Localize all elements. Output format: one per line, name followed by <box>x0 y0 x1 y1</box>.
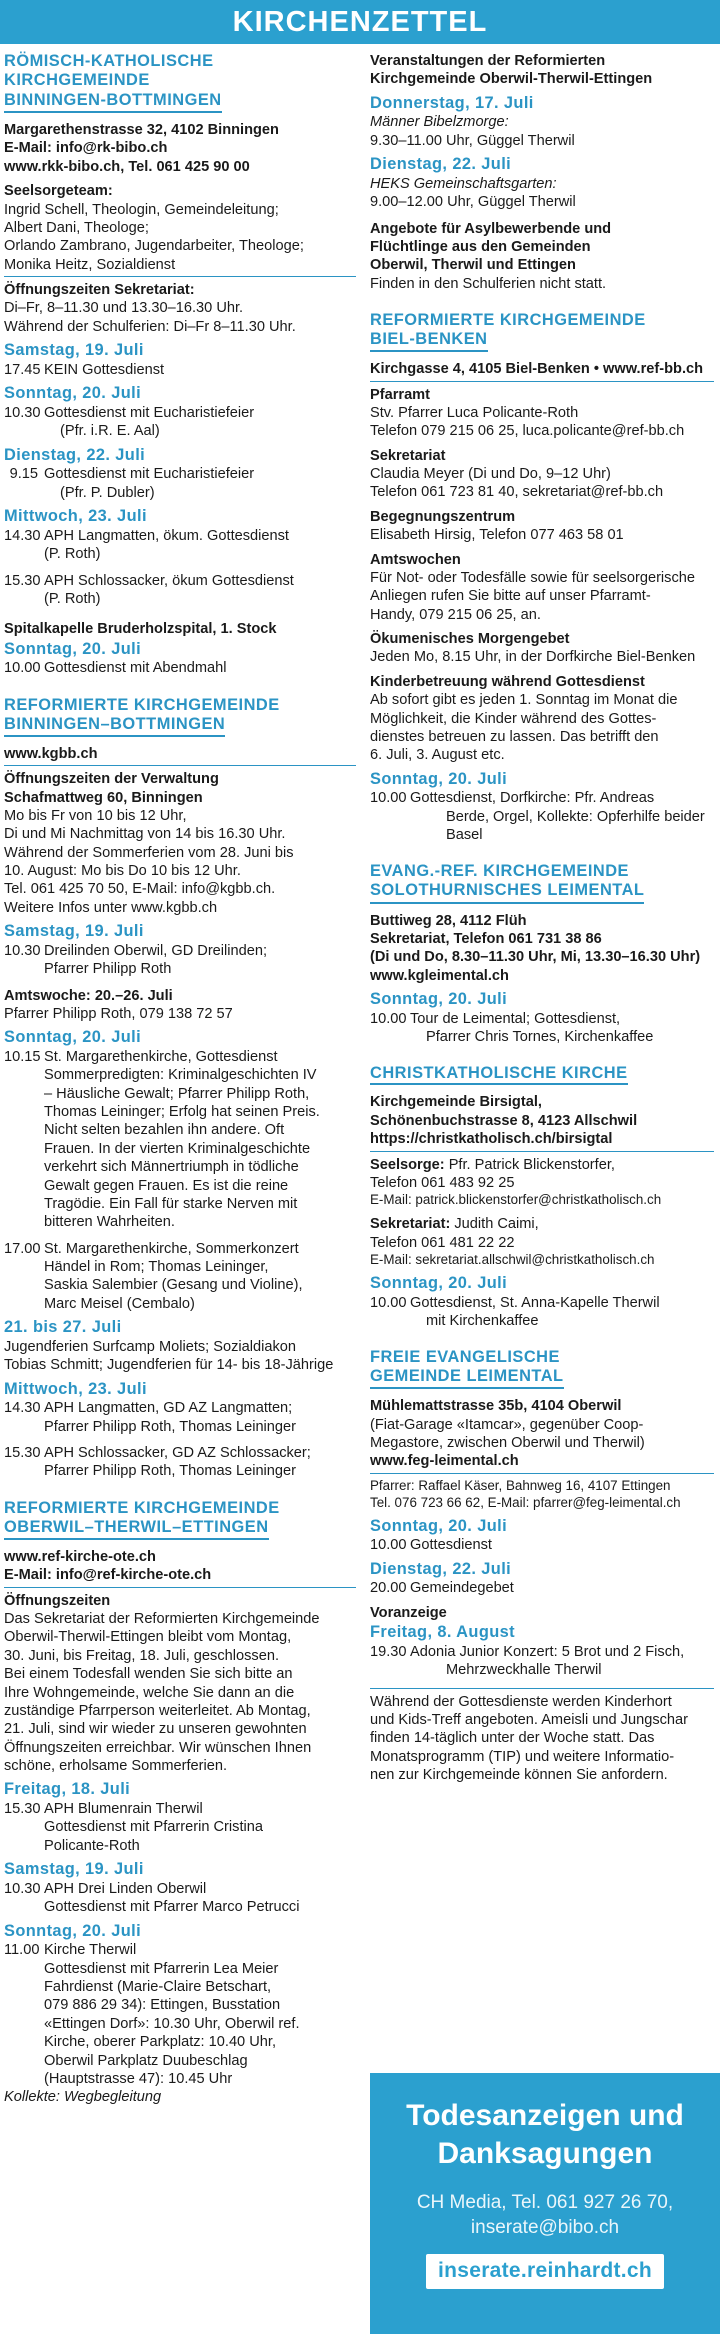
event-text: 9.30–11.00 Uhr, Güggel Therwil <box>370 132 575 149</box>
subheading: Amtswochen <box>370 551 461 568</box>
text-line: Marc Meisel (Cembalo) <box>44 1295 195 1312</box>
event-text: Jugendferien Surfcamp Moliets; Sozialdiakon <box>4 1338 297 1355</box>
web: www.ref-kirche-ote.ch <box>4 1548 156 1565</box>
text-line: Oberwil-Therwil-Ettingen bleibt vom Montag, <box>4 1629 292 1646</box>
ref-bb-section <box>4 696 356 1481</box>
day-heading: Sonntag, 20. Juli <box>370 1516 508 1535</box>
event-time: 10.00 <box>370 1294 407 1311</box>
address-note: (Fiat-Garage «Itamcar», gegenüber Coop- <box>370 1416 644 1433</box>
text-line: Jeden Mo, 8.15 Uhr, in der Dorfkirche Biel-Benken <box>370 649 696 666</box>
text-line: dienstes betreuen zu lassen. Das betrifft den <box>370 728 659 745</box>
text-line: (Hauptstrasse 47): 10.45 Uhr <box>44 2070 233 2087</box>
rk-section <box>4 52 356 678</box>
email: E-Mail: info@ref-kirche-ote.ch <box>4 1566 356 1587</box>
event-time: 10.00 <box>370 790 407 807</box>
heading-line: REFORMIERTE KIRCHGEMEINDE <box>370 311 646 330</box>
event <box>370 1579 714 1597</box>
event-text: Pfarrer Philipp Roth, Thomas Leininger <box>44 1463 297 1480</box>
chk-section <box>370 1064 714 1330</box>
events-section <box>370 52 714 293</box>
events-heading: Veranstaltungen der Reformierten <box>370 53 606 69</box>
event-text: APH Schlossacker, GD AZ Schlossacker; <box>44 1445 311 1462</box>
asylum-note: Finden in den Schulferien nicht statt. <box>370 275 607 292</box>
subheading: Seelsorge: <box>370 1156 445 1173</box>
text-line: Ab sofort gibt es jeden 1. Sonntag im Monat die <box>370 692 678 709</box>
event-text: APH Schlossacker, ökum Gottesdienst <box>44 572 294 589</box>
day-heading: Sonntag, 20. Juli <box>370 769 508 788</box>
heading-line: GEMEINDE LEIMENTAL <box>370 1367 564 1389</box>
address: Schönenbuchstrasse 8, 4123 Allschwil <box>370 1112 638 1129</box>
day-heading: Samstag, 19. Juli <box>4 922 144 941</box>
address-note: Megastore, zwischen Oberwil und Therwil) <box>370 1435 645 1452</box>
text-line: St. Margarethenkirche, Sommerkonzert <box>44 1240 299 1257</box>
event <box>4 1941 356 2088</box>
contact-line: Elisabeth Hirsig, Telefon 077 463 58 01 <box>370 527 624 544</box>
event-text: Gemeindegebet <box>410 1580 514 1597</box>
event-text: APH Langmatten, ökum. Gottesdienst <box>44 527 289 544</box>
text-line: Das Sekretariat der Reformierten Kirchgemeinde <box>4 1611 320 1628</box>
day-heading: Freitag, 18. Juli <box>4 1780 131 1799</box>
event-time: 10.00 <box>370 1537 407 1554</box>
address: Margarethenstrasse 32, 4102 Binningen <box>4 122 279 139</box>
email: E-Mail: info@rk-bibo.ch <box>4 140 168 157</box>
day-heading: Dienstag, 22. Juli <box>370 155 512 174</box>
event <box>4 1800 356 1855</box>
ref-biel-heading <box>370 311 714 352</box>
day-heading: 21. bis 27. Juli <box>4 1318 122 1337</box>
text-line: Handy, 079 215 06 25, an. <box>370 606 541 623</box>
event-text: (P. Roth) <box>44 546 101 563</box>
text-line: 6. Juli, 3. August etc. <box>370 747 505 764</box>
text-line: Tragödie. Ein Fall für starke Nerven mit <box>44 1195 298 1212</box>
event-text: Berde, Orgel, Kollekte: Opferhilfe beider <box>446 808 705 825</box>
text-line: Monatsprogramm (TIP) und weitere Informatio- <box>370 1748 675 1765</box>
event-time: 20.00 <box>370 1580 407 1597</box>
event-text: (Pfr. i.R. E. Aal) <box>60 423 160 440</box>
event-text <box>44 1048 356 1232</box>
event-time: 15.30 <box>4 1445 41 1462</box>
text-line: «Ettingen Dorf»: 10.30 Uhr, Oberwil ref. <box>44 2015 300 2032</box>
event-text: Pfarrer Chris Tornes, Kirchenkaffee <box>426 1029 654 1046</box>
text-line: St. Margarethenkirche, Gottesdienst <box>44 1048 278 1065</box>
text-line: Während der Gottesdienste werden Kinderhort <box>370 1693 672 1710</box>
event-time: 10.15 <box>4 1048 41 1065</box>
advert-box <box>370 2073 720 2334</box>
event-text: Gottesdienst mit Pfarrer Marco Petrucci <box>44 1899 300 1916</box>
heading-line: EVANG.-REF. KIRCHGEMEINDE <box>370 862 629 881</box>
event-text: (Pfr. P. Dubler) <box>60 484 155 501</box>
web: www.kgleimental.ch <box>370 967 509 984</box>
event <box>4 1880 356 1917</box>
advert-email[interactable]: inserate@bibo.ch <box>470 2216 620 2238</box>
event-time: 17.45 <box>4 361 41 378</box>
event-time: 14.30 <box>4 1400 41 1417</box>
text-line: Öffnungszeiten erreichbar. Wir wünschen Ihnen <box>4 1739 312 1756</box>
text-line: Möglichkeit, die Kinder während des Gottes- <box>370 710 657 727</box>
heading-line: SOLOTHURNISCHES LEIMENTAL <box>370 881 644 903</box>
day-heading: Dienstag, 22. Juli <box>370 1559 512 1578</box>
text-line: Kirche Therwil <box>44 1942 137 1959</box>
event-text: Gottesdienst, St. Anna-Kapelle Therwil <box>410 1294 660 1311</box>
text-line: Saskia Salembier (Gesang und Violine), <box>44 1277 303 1294</box>
day-heading: Samstag, 19. Juli <box>4 341 144 360</box>
team-heading: Seelsorgeteam: <box>4 183 113 200</box>
office-line: Mo bis Fr von 10 bis 12 Uhr, <box>4 807 187 824</box>
text-line: finden 14-täglich unter der Woche statt. Das <box>370 1730 655 1747</box>
text-line: – Häusliche Gewalt; Pfarrer Philipp Roth, <box>44 1085 310 1102</box>
advert-contact: CH Media, Tel. 061 927 26 70, <box>416 2191 674 2213</box>
event-time: 10.00 <box>370 1010 407 1027</box>
office-line: Di und Mi Nachmittag von 14 bis 16.30 Uhr. <box>4 826 286 843</box>
event-text: Basel <box>446 827 483 844</box>
text-line: Fahrdienst (Marie-Claire Betschart, <box>44 1979 272 1996</box>
event <box>4 1444 356 1481</box>
heading-line: BINNINGEN-BOTTMINGEN <box>4 91 222 113</box>
day-heading: Mittwoch, 23. Juli <box>4 1379 147 1398</box>
event-title: Männer Bibelzmorge: <box>370 114 509 131</box>
day-heading: Sonntag, 20. Juli <box>4 384 142 403</box>
event-text: Gottesdienst mit Eucharistiefeier <box>44 404 255 421</box>
event-text: Gottesdienst mit Eucharistiefeier <box>44 466 255 483</box>
contact-line: Pfr. Patrick Blickenstorfer, <box>448 1156 615 1173</box>
phone: Sekretariat, Telefon 061 731 38 86 <box>370 930 602 947</box>
office-line: Während der Schulferien: Di–Fr 8–11.30 Uhr. <box>4 318 296 335</box>
event-text: Policante-Roth <box>44 1837 140 1854</box>
event-text: Tour de Leimental; Gottesdienst, <box>410 1010 621 1027</box>
event-text: APH Blumenrain Therwil <box>44 1801 203 1818</box>
event-text: Mehrzweckhalle Therwil <box>446 1662 602 1679</box>
address: Mühlemattstrasse 35b, 4104 Oberwil <box>370 1398 622 1415</box>
heading-line: OBERWIL–THERWIL–ETTINGEN <box>4 1518 269 1540</box>
chk-heading <box>370 1064 714 1085</box>
events-heading: Kirchgemeinde Oberwil-Therwil-Ettingen <box>370 71 653 88</box>
text-line: Gottesdienst mit Pfarrerin Lea Meier <box>44 1960 279 1977</box>
text-line: Anliegen rufen Sie bitte auf unser Pfarramt- <box>370 588 651 605</box>
ref-bb-heading <box>4 696 356 737</box>
sol-heading <box>370 862 714 903</box>
subheading: Kinderbetreuung während Gottesdienst <box>370 673 645 690</box>
event <box>4 659 356 677</box>
heading-line: CHRISTKATHOLISCHE KIRCHE <box>370 1064 628 1085</box>
text-line: Händel in Rom; Thomas Leininger, <box>44 1259 269 1276</box>
team-line: Albert Dani, Theologe; <box>4 219 149 236</box>
address: Buttiweg 28, 4112 Flüh <box>370 912 527 929</box>
rk-heading <box>4 52 356 113</box>
contact-line: E-Mail: patrick.blickenstorfer@christkatholisch.ch <box>370 1192 662 1208</box>
hospital-chapel: Spitalkapelle Bruderholzspital, 1. Stock <box>4 621 277 638</box>
asylum-heading: Oberwil, Therwil und Ettingen <box>370 257 576 274</box>
pastor-line: Tel. 076 723 66 62, E-Mail: pfarrer@feg-leimental.ch <box>370 1494 681 1510</box>
banner-title: KIRCHENZETTEL <box>0 0 720 44</box>
office-text <box>4 1610 356 1775</box>
office-line: Di–Fr, 8–11.30 und 13.30–16.30 Uhr. <box>4 300 244 317</box>
event-text: Adonia Junior Konzert: 5 Brot und 2 Fisch, <box>410 1643 685 1660</box>
pastor-line: Pfarrer: Raffael Käser, Bahnweg 16, 4107 Ettingen <box>370 1477 671 1493</box>
text-line: Nicht selten bezahlen ihn andere. Oft <box>44 1122 285 1139</box>
text-line: zuständige Pfarrperson weiterleitet. Ab Montag, <box>4 1702 311 1719</box>
text-line: Thomas Leininger; Erfolg hat seinen Preis. <box>44 1104 320 1121</box>
asylum-heading: Flüchtlinge aus den Gemeinden <box>370 238 591 255</box>
contact-line: Stv. Pfarrer Luca Policante-Roth <box>370 404 579 421</box>
contact-line: Judith Caimi, <box>454 1216 539 1233</box>
event <box>4 1240 356 1314</box>
asylum-heading: Angebote für Asylbewerbende und <box>370 220 612 237</box>
event-text: Tobias Schmitt; Jugendferien für 14- bis 18-Jährige <box>4 1357 334 1374</box>
text-line: schöne, erholsame Sommerferien. <box>4 1758 228 1775</box>
text-line: Sommerpredigten: Kriminalgeschichten IV <box>44 1067 317 1084</box>
heading-line: REFORMIERTE KIRCHGEMEINDE <box>4 1498 280 1517</box>
text-line: Für Not- oder Todesfälle sowie für seelsorgerische <box>370 569 695 586</box>
contact-line: Claudia Meyer (Di und Do, 9–12 Uhr) <box>370 466 611 483</box>
web: www.feg-leimental.ch <box>370 1452 714 1473</box>
event-time: 11.00 <box>4 1942 40 1959</box>
event-text: Dreilinden Oberwil, GD Dreilinden; <box>44 942 268 959</box>
office-line: Weitere Infos unter www.kgbb.ch <box>4 899 218 916</box>
office-line: Während der Sommerferien vom 28. Juni bis <box>4 844 294 861</box>
office-heading: Öffnungszeiten Sekretariat: <box>4 282 195 299</box>
web: www.kgbb.ch <box>4 745 356 766</box>
event-text: Pfarrer Philipp Roth, Thomas Leininger <box>44 1418 297 1435</box>
event <box>370 1536 714 1554</box>
heading-line: RÖMISCH-KATHOLISCHE <box>4 52 214 70</box>
collection-note: Kollekte: Wegbegleitung <box>4 2089 162 2106</box>
contact-line: Telefon 061 481 22 22 <box>370 1234 515 1251</box>
heading-line: FREIE EVANGELISCHE <box>370 1348 560 1367</box>
day-heading: Sonntag, 20. Juli <box>4 639 142 658</box>
address: Kirchgasse 4, 4105 Biel-Benken • www.ref-bb.ch <box>370 360 714 381</box>
event <box>4 942 356 979</box>
advert-heading: Todesanzeigen und <box>406 2099 684 2132</box>
event <box>4 465 356 502</box>
text-line: Kirche, oberer Parkplatz: 10.40 Uhr, <box>44 2034 276 2051</box>
heading-line: KIRCHGEMEINDE <box>4 71 150 90</box>
contact-line: Telefon 079 215 06 25, luca.policante@ref-bb.ch <box>370 423 685 440</box>
event <box>4 1399 356 1436</box>
event <box>370 1010 714 1047</box>
duty-week: Amtswoche: 20.–26. Juli <box>4 987 173 1004</box>
day-heading: Sonntag, 20. Juli <box>4 1028 142 1047</box>
event-text: mit Kirchenkaffee <box>426 1312 539 1329</box>
pastor <box>370 1156 714 1174</box>
office-hours: (Di und Do, 8.30–11.30 Uhr, Mi, 13.30–16.30 Uhr) <box>370 949 701 966</box>
text-line: verkehrt sich Männertriumph in tödliche <box>44 1159 299 1176</box>
feg-notes <box>370 1688 714 1785</box>
text-line: 079 886 29 34): Ettingen, Busstation <box>44 1997 281 2014</box>
event-text: Gottesdienst <box>410 1537 492 1554</box>
event-text: 9.00–12.00 Uhr, Güggel Therwil <box>370 194 576 211</box>
subheading: Begegnungszentrum <box>370 508 516 525</box>
feg-heading <box>370 1348 714 1389</box>
event-text <box>44 1240 356 1314</box>
heading-line: REFORMIERTE KIRCHGEMEINDE <box>4 695 280 714</box>
event-text: Gottesdienst mit Pfarrerin Cristina <box>44 1819 263 1836</box>
day-heading: Sonntag, 20. Juli <box>4 1921 142 1940</box>
event <box>370 1294 714 1331</box>
event-time: 10.00 <box>4 660 41 677</box>
text-line: Gewalt gegen Frauen. Es ist die reine <box>44 1177 289 1194</box>
event-time: 10.30 <box>4 1880 41 1897</box>
event-text: (P. Roth) <box>44 590 101 607</box>
event-time: 10.30 <box>4 404 41 421</box>
event-text: Gottesdienst, Dorfkirche: Pfr. Andreas <box>410 790 655 807</box>
heading-line: BIEL-BENKEN <box>370 330 488 352</box>
text-line: 30. Juni, bis Freitag, 18. Juli, geschlossen. <box>4 1647 279 1664</box>
event-time: 10.30 <box>4 942 41 959</box>
office-heading: Öffnungszeiten <box>4 1592 111 1609</box>
office-heading: Öffnungszeiten der Verwaltung <box>4 771 219 788</box>
subheading: Sekretariat: <box>370 1216 451 1233</box>
advert-url-link[interactable]: inserate.reinhardt.ch <box>426 2254 664 2289</box>
text-line: nen zur Kirchgemeinde können Sie anfordern. <box>370 1767 668 1784</box>
team-line: Monika Heitz, Sozialdienst <box>4 256 356 277</box>
text-line: Frauen. In der vierten Kriminalgeschichte <box>44 1140 311 1157</box>
event-text <box>44 1941 356 2088</box>
event-text: Gottesdienst mit Abendmahl <box>44 660 227 677</box>
event-time: 9.15 <box>9 466 38 483</box>
team-line: Orlando Zambrano, Jugendarbeiter, Theologe; <box>4 238 304 255</box>
subheading: Ökumenisches Morgengebet <box>370 631 570 648</box>
advert-heading: Danksagungen <box>437 2137 653 2171</box>
day-heading: Freitag, 8. August <box>370 1623 516 1642</box>
web: https://christkatholisch.ch/birsigtal <box>370 1130 714 1151</box>
preview-heading: Voranzeige <box>370 1604 447 1621</box>
subheading: Pfarramt <box>370 386 431 403</box>
day-heading: Sonntag, 20. Juli <box>370 990 508 1009</box>
secretary <box>370 1215 714 1233</box>
event <box>370 1643 714 1680</box>
office-line: 10. August: Mo bis Do 10 bis 12 Uhr. <box>4 863 241 880</box>
web-phone: www.rkk-bibo.ch, Tel. 061 425 90 00 <box>4 158 250 175</box>
team-line: Ingrid Schell, Theologin, Gemeindeleitung; <box>4 201 279 218</box>
left-column <box>4 52 356 2107</box>
event-time: 15.30 <box>4 1801 41 1818</box>
subheading: Sekretariat <box>370 447 446 464</box>
event-title: HEKS Gemeinschaftsgarten: <box>370 175 557 192</box>
text-line: und Kids-Treff angeboten. Ameisli und Jungschar <box>370 1711 689 1728</box>
text-line: bitteren Wahrheiten. <box>44 1214 175 1231</box>
ref-ote-section <box>4 1499 356 2107</box>
ref-biel-section <box>370 311 714 844</box>
contact-line: E-Mail: sekretariat.allschwil@christkatholisch.ch <box>370 1251 655 1267</box>
day-heading: Sonntag, 20. Juli <box>370 1273 508 1292</box>
day-heading: Donnerstag, 17. Juli <box>370 93 534 112</box>
event-text: KEIN Gottesdienst <box>44 361 165 378</box>
event <box>4 572 356 609</box>
right-column <box>370 52 714 1784</box>
event <box>4 361 356 379</box>
duty-week-contact: Pfarrer Philipp Roth, 079 138 72 57 <box>4 1005 233 1022</box>
address: Schafmattweg 60, Binningen <box>4 789 203 806</box>
text-line: Oberwil Parkplatz Duubeschlag <box>44 2052 248 2069</box>
day-heading: Samstag, 19. Juli <box>4 1860 144 1879</box>
event <box>4 1048 356 1232</box>
event-time: 14.30 <box>4 527 41 544</box>
contact-line: Telefon 061 723 81 40, sekretariat@ref-bb.ch <box>370 484 664 501</box>
feg-section <box>370 1348 714 1784</box>
event-text: APH Langmatten, GD AZ Langmatten; <box>44 1400 293 1417</box>
event <box>4 527 356 564</box>
event <box>4 404 356 441</box>
event <box>370 789 714 844</box>
event-time: 19.30 <box>370 1643 407 1660</box>
heading-line: BINNINGEN–BOTTMINGEN <box>4 715 225 737</box>
event-text: Pfarrer Philipp Roth <box>44 961 172 978</box>
event-text: APH Drei Linden Oberwil <box>44 1880 207 1897</box>
sol-section <box>370 862 714 1046</box>
text-line: 21. Juli, sind wir wieder zu unseren gewohnten <box>4 1721 307 1738</box>
address: Kirchgemeinde Birsigtal, <box>370 1094 542 1111</box>
event-time: 17.00 <box>4 1240 41 1257</box>
text-line: Ihre Wohngemeinde, welche Sie dann an die <box>4 1684 295 1701</box>
contact-line: Telefon 061 483 92 25 <box>370 1174 515 1191</box>
office-line: Tel. 061 425 70 50, E-Mail: info@kgbb.ch. <box>4 881 276 898</box>
day-heading: Mittwoch, 23. Juli <box>4 507 147 526</box>
day-heading: Dienstag, 22. Juli <box>4 445 146 464</box>
text-line: Bei einem Todesfall wenden Sie sich bitte an <box>4 1666 293 1683</box>
ref-ote-heading <box>4 1499 356 1540</box>
event-time: 15.30 <box>4 572 41 589</box>
